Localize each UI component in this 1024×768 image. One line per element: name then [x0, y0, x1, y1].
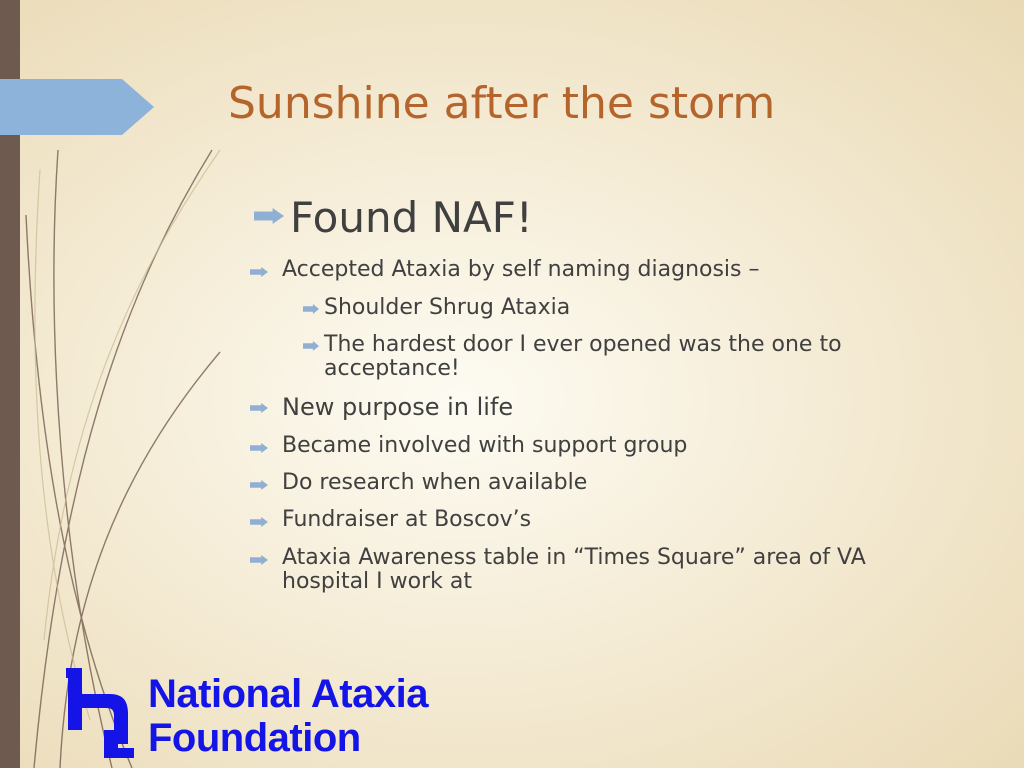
bullet-awareness-table-line1: Ataxia Awareness table in “Times Square” area of VA — [282, 545, 866, 570]
bullet-arrow-icon — [250, 555, 268, 565]
decorative-curves — [0, 0, 240, 768]
logo-line-foundation: Foundation — [148, 716, 361, 760]
bullet-arrow-icon — [250, 480, 268, 490]
bullet-arrow-icon — [250, 517, 268, 527]
headline-bullet — [254, 195, 533, 241]
bullet-research: Do research when available — [250, 471, 587, 495]
bullet-arrow-icon — [250, 443, 268, 453]
bullet-arrow-icon — [303, 304, 319, 314]
bullet-arrow-icon — [303, 341, 319, 351]
bullet-new-purpose: New purpose in life — [250, 394, 513, 420]
bullet-arrow-icon — [250, 267, 268, 277]
slide-title: Sunshine after the storm — [228, 78, 776, 129]
bullet-awareness-table — [250, 546, 866, 594]
subbullet-hardest-door-line1: The hardest door I ever opened was the one to — [324, 332, 842, 357]
bullet-support-group: Became involved with support group — [250, 434, 687, 458]
bullet-accepted-ataxia: Accepted Ataxia by self naming diagnosis – — [250, 258, 760, 282]
subbullet-hardest-door-line2: acceptance! — [324, 356, 460, 382]
subbullet-hardest-door — [303, 333, 842, 381]
logo-line-national-ataxia: National Ataxia — [148, 672, 428, 716]
bullet-fundraiser: Fundraiser at Boscov’s — [250, 508, 531, 532]
bullet-awareness-table-line2: hospital I work at — [282, 569, 472, 595]
bullet-arrow-icon — [254, 208, 284, 224]
naf-logo-text — [148, 672, 428, 760]
headline-text: Found NAF! — [290, 193, 533, 242]
subbullet-shoulder-shrug: Shoulder Shrug Ataxia — [303, 296, 570, 320]
naf-logo-icon — [66, 668, 138, 760]
bullet-arrow-icon — [250, 403, 268, 413]
